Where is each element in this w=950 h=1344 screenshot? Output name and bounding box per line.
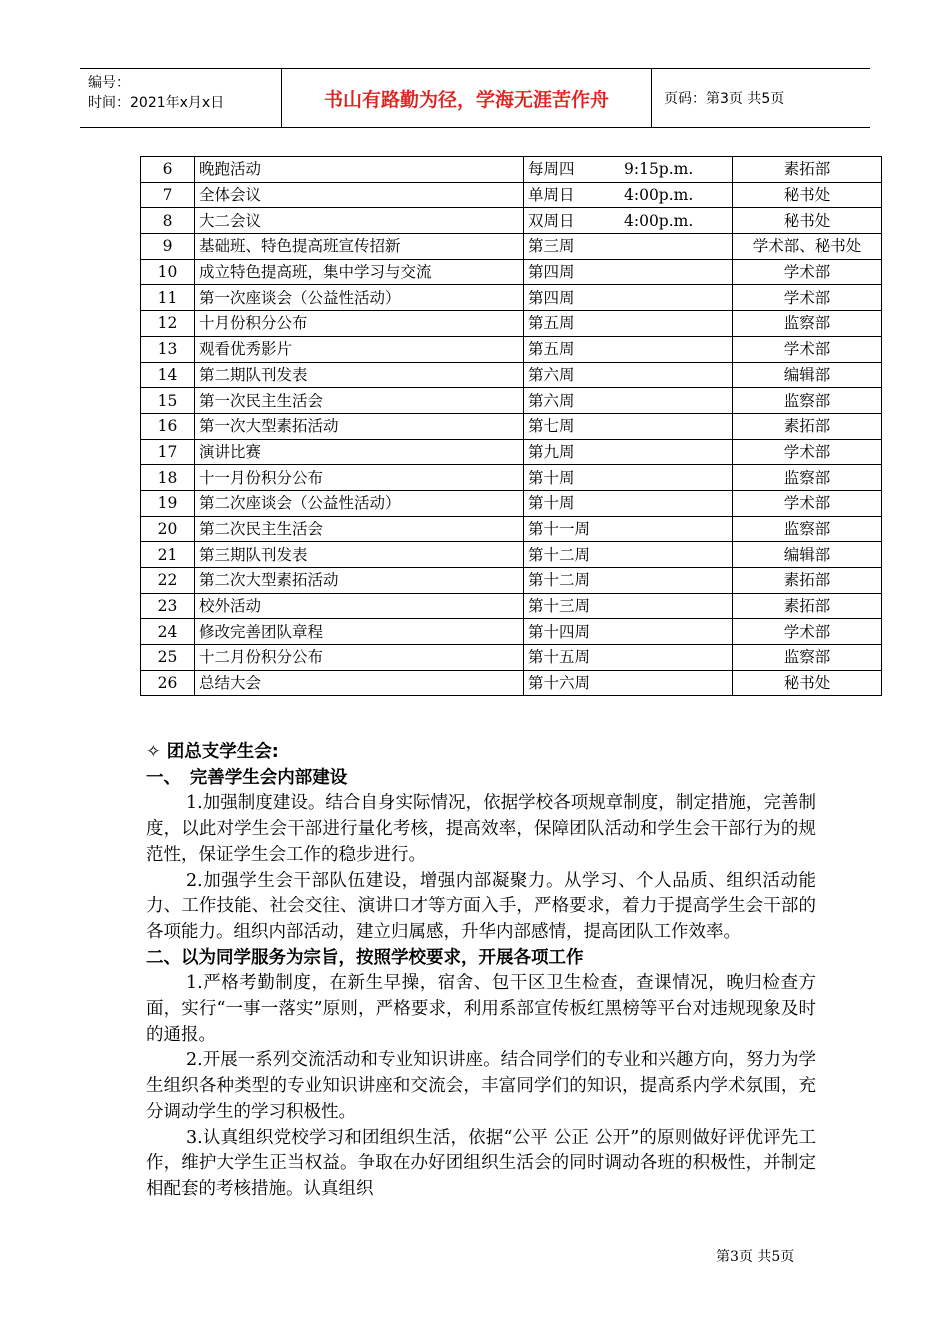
row-clock: 4:00p.m. xyxy=(624,211,694,230)
row-department: 编辑部 xyxy=(733,542,882,568)
row-activity: 第二次大型素拓活动 xyxy=(195,568,524,594)
header-id: 编号： xyxy=(88,75,130,91)
row-number: 14 xyxy=(141,362,195,388)
row-day: 第六周 xyxy=(528,365,575,384)
row-number: 12 xyxy=(141,311,195,337)
row-time xyxy=(524,388,733,414)
row-time xyxy=(524,619,733,645)
row-day: 每周四 xyxy=(528,160,575,179)
row-day: 第十一周 xyxy=(528,519,591,538)
row-day: 第十四周 xyxy=(528,622,591,641)
row-time xyxy=(524,593,733,619)
row-time xyxy=(524,157,733,183)
row-number: 21 xyxy=(141,542,195,568)
row-number: 24 xyxy=(141,619,195,645)
row-day: 第三周 xyxy=(528,237,575,256)
row-day: 第五周 xyxy=(528,314,575,333)
row-time xyxy=(524,490,733,516)
table-row xyxy=(141,157,882,183)
row-number: 7 xyxy=(141,182,195,208)
row-time xyxy=(524,670,733,696)
row-activity: 第二次民主生活会 xyxy=(195,516,524,542)
row-activity: 全体会议 xyxy=(195,182,524,208)
row-department: 监察部 xyxy=(733,388,882,414)
row-activity: 第二期队刊发表 xyxy=(195,362,524,388)
row-department: 秘书处 xyxy=(733,182,882,208)
row-time xyxy=(524,234,733,260)
row-activity: 第三期队刊发表 xyxy=(195,542,524,568)
row-time xyxy=(524,465,733,491)
row-day: 第十五周 xyxy=(528,648,591,667)
table-row xyxy=(141,516,882,542)
row-department: 学术部 xyxy=(733,619,882,645)
row-time xyxy=(524,568,733,594)
header-date: 时间：2021年x月x日 xyxy=(88,95,225,111)
row-department: 学术部 xyxy=(733,439,882,465)
row-time xyxy=(524,259,733,285)
row-activity: 基础班、特色提高班宣传招新 xyxy=(195,234,524,260)
table-row xyxy=(141,413,882,439)
row-number: 6 xyxy=(141,157,195,183)
row-department: 素拓部 xyxy=(733,157,882,183)
row-day: 单周日 xyxy=(528,186,575,205)
table-row xyxy=(141,568,882,594)
row-number: 10 xyxy=(141,259,195,285)
row-number: 13 xyxy=(141,336,195,362)
row-department: 编辑部 xyxy=(733,362,882,388)
row-day: 第十三周 xyxy=(528,597,591,616)
table-row xyxy=(141,490,882,516)
row-day: 第五周 xyxy=(528,340,575,359)
row-activity: 晚跑活动 xyxy=(195,157,524,183)
row-time xyxy=(524,645,733,671)
row-number: 8 xyxy=(141,208,195,234)
row-number: 23 xyxy=(141,593,195,619)
table-row xyxy=(141,388,882,414)
table-row xyxy=(141,208,882,234)
row-activity: 大二会议 xyxy=(195,208,524,234)
page-header xyxy=(80,68,870,128)
row-department: 学术部 xyxy=(733,336,882,362)
row-day: 双周日 xyxy=(528,211,575,230)
row-activity: 修改完善团队章程 xyxy=(195,619,524,645)
row-department: 学术部 xyxy=(733,285,882,311)
header-page: 页码：第3页 共5页 xyxy=(664,91,785,107)
row-number: 22 xyxy=(141,568,195,594)
row-time xyxy=(524,542,733,568)
row-day: 第十周 xyxy=(528,494,575,513)
row-clock: 4:00p.m. xyxy=(624,186,694,205)
row-day: 第七周 xyxy=(528,417,575,436)
row-time xyxy=(524,285,733,311)
table-row xyxy=(141,542,882,568)
header-meta xyxy=(80,69,282,127)
row-day: 第四周 xyxy=(528,288,575,307)
page-footer: 第3页 共5页 xyxy=(716,1249,795,1265)
row-activity: 成立特色提高班，集中学习与交流 xyxy=(195,259,524,285)
row-activity: 第一次大型素拓活动 xyxy=(195,413,524,439)
row-time xyxy=(524,413,733,439)
row-activity: 观看优秀影片 xyxy=(195,336,524,362)
row-day: 第十二周 xyxy=(528,545,591,564)
row-activity: 十一月份积分公布 xyxy=(195,465,524,491)
schedule-table xyxy=(140,156,882,696)
row-day: 第六周 xyxy=(528,391,575,410)
row-day: 第十周 xyxy=(528,468,575,487)
row-number: 15 xyxy=(141,388,195,414)
row-department: 素拓部 xyxy=(733,568,882,594)
table-row xyxy=(141,645,882,671)
table-row xyxy=(141,465,882,491)
row-number: 11 xyxy=(141,285,195,311)
row-activity: 校外活动 xyxy=(195,593,524,619)
table-row xyxy=(141,182,882,208)
heading-1: 一、 完善学生会内部建设 xyxy=(146,767,348,788)
row-day: 第四周 xyxy=(528,263,575,282)
row-activity: 第二次座谈会（公益性活动） xyxy=(195,490,524,516)
row-department: 监察部 xyxy=(733,311,882,337)
row-department: 学术部、秘书处 xyxy=(733,234,882,260)
heading-2: 二、以为同学服务为宗旨，按照学校要求，开展各项工作 xyxy=(146,947,584,968)
row-time xyxy=(524,182,733,208)
row-department: 学术部 xyxy=(733,259,882,285)
document-body xyxy=(146,740,816,1203)
row-day: 第十二周 xyxy=(528,571,591,590)
row-activity: 总结大会 xyxy=(195,670,524,696)
row-department: 素拓部 xyxy=(733,593,882,619)
row-time xyxy=(524,439,733,465)
row-number: 16 xyxy=(141,413,195,439)
table-row xyxy=(141,234,882,260)
row-day: 第九周 xyxy=(528,442,575,461)
row-number: 9 xyxy=(141,234,195,260)
row-department: 监察部 xyxy=(733,516,882,542)
table-row xyxy=(141,285,882,311)
table-row xyxy=(141,439,882,465)
table-row xyxy=(141,336,882,362)
row-time xyxy=(524,336,733,362)
table-row xyxy=(141,619,882,645)
row-time xyxy=(524,311,733,337)
table-row xyxy=(141,670,882,696)
table-row xyxy=(141,362,882,388)
paragraph-5: 3.认真组织党校学习和团组织生活，依据“公平 公正 公开”的原则做好评优评先工作，维护大学生正当权益。争取在办好团组织生活会的同时调动各班的积极性，并制定相配套的考核措施。认真组织 xyxy=(146,1127,816,1199)
row-activity: 第一次民主生活会 xyxy=(195,388,524,414)
row-number: 26 xyxy=(141,670,195,696)
row-number: 18 xyxy=(141,465,195,491)
table-row xyxy=(141,593,882,619)
row-activity: 十二月份积分公布 xyxy=(195,645,524,671)
row-department: 监察部 xyxy=(733,645,882,671)
row-department: 秘书处 xyxy=(733,208,882,234)
row-time xyxy=(524,208,733,234)
row-clock: 9:15p.m. xyxy=(624,160,694,179)
row-day: 第十六周 xyxy=(528,674,591,693)
section-title: ✧ 团总支学生会: xyxy=(146,742,279,762)
row-department: 学术部 xyxy=(733,490,882,516)
row-department: 监察部 xyxy=(733,465,882,491)
row-number: 20 xyxy=(141,516,195,542)
table-row xyxy=(141,259,882,285)
table-row xyxy=(141,311,882,337)
paragraph-2: 2.加强学生会干部队伍建设，增强内部凝聚力。从学习、个人品质、组织活动能力、工作技能、社会交往、演讲口才等方面入手，严格要求，着力于提高学生会干部的各项能力。组织内部活动，建立归属感，升华内部感情，提高团队工作效率。 xyxy=(146,870,816,942)
row-activity: 十月份积分公布 xyxy=(195,311,524,337)
row-activity: 演讲比赛 xyxy=(195,439,524,465)
header-motto: 书山有路勤为径，学海无涯苦作舟 xyxy=(282,69,652,127)
paragraph-4: 2.开展一系列交流活动和专业知识讲座。结合同学们的专业和兴趣方向，努力为学生组织各种类型的专业知识讲座和交流会，丰富同学们的知识，提高系内学术氛围，充分调动学生的学习积极性。 xyxy=(146,1050,816,1122)
row-time xyxy=(524,516,733,542)
paragraph-1: 1.加强制度建设。结合自身实际情况，依据学校各项规章制度，制定措施，完善制度，以此对学生会干部进行量化考核，提高效率，保障团队活动和学生会干部行为的规范性，保证学生会工作的稳步进行。 xyxy=(146,793,816,865)
row-number: 25 xyxy=(141,645,195,671)
row-number: 17 xyxy=(141,439,195,465)
paragraph-3: 1.严格考勤制度，在新生早操，宿舍、包干区卫生检查，查课情况，晚归检查方面，实行“一事一落实”原则，严格要求，利用系部宣传板红黑榜等平台对违规现象及时的通报。 xyxy=(146,973,816,1045)
schedule-body xyxy=(141,157,882,696)
row-activity: 第一次座谈会（公益性活动） xyxy=(195,285,524,311)
row-department: 秘书处 xyxy=(733,670,882,696)
row-number: 19 xyxy=(141,490,195,516)
row-time xyxy=(524,362,733,388)
row-department: 素拓部 xyxy=(733,413,882,439)
